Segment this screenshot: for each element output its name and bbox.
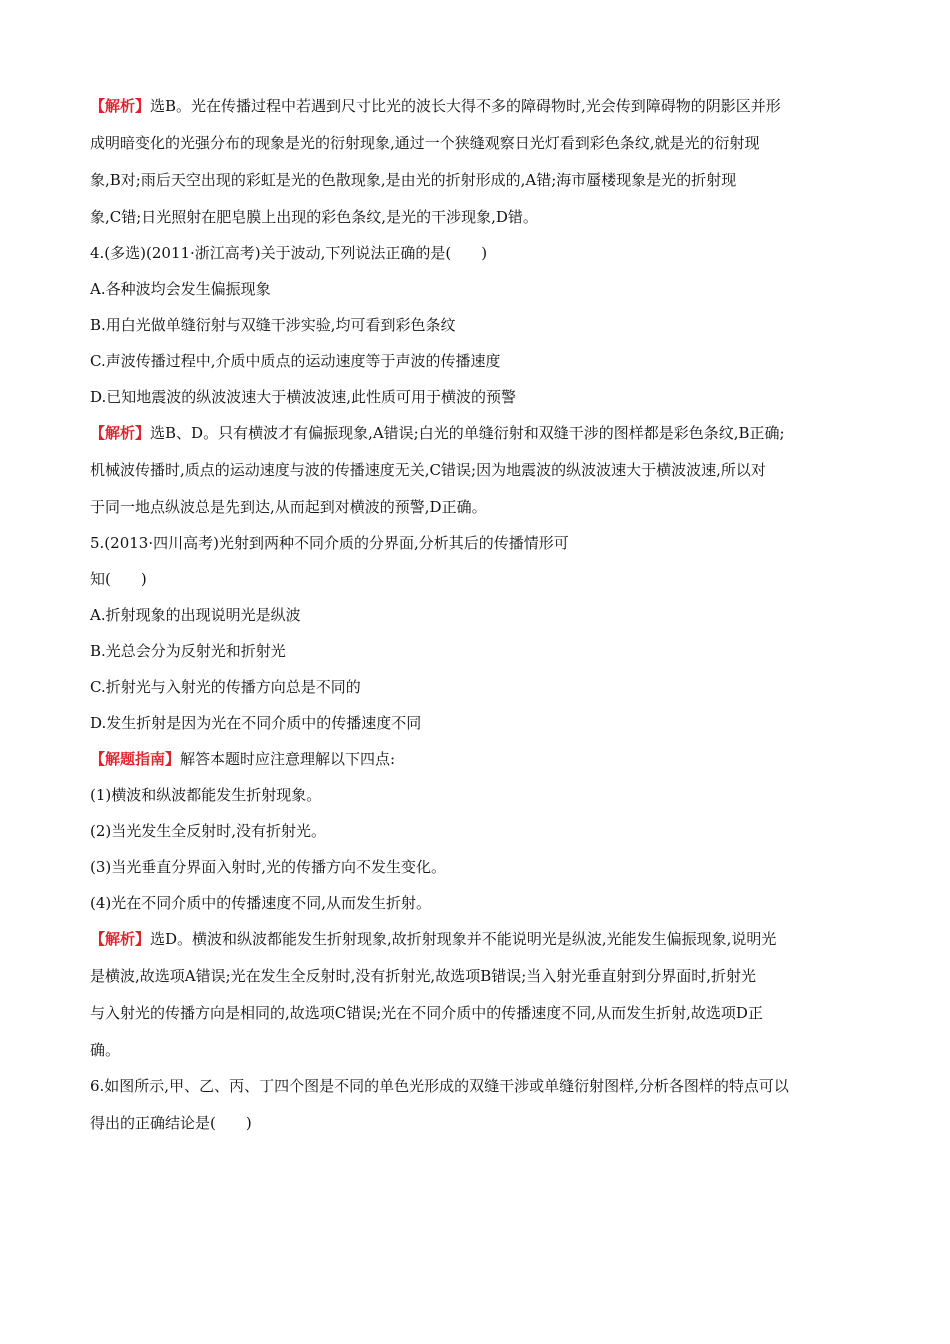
text-line [90,133,870,153]
text-block [90,279,870,299]
text-block [90,749,870,769]
line-text: 与入射光的传播方向是相同的,故选项C错误;光在不同介质中的传播速度不同,从而发生折射,故选项D正 [90,1004,763,1022]
text-line [90,279,870,299]
line-text: (3)当光垂直分界面入射时,光的传播方向不发生变化。 [90,858,447,876]
section-tag: 【解析】 [90,930,151,948]
line-text: 5.(2013·四川高考)光射到两种不同介质的分界面,分析其后的传播情形可 [90,534,569,552]
text-line [90,207,870,227]
line-text: A.折射现象的出现说明光是纵波 [90,606,301,624]
text-line [90,929,870,949]
text-line [90,423,870,443]
text-block [90,243,870,263]
text-block [90,641,870,661]
text-line [90,569,870,589]
line-text: 是横波,故选项A错误;光在发生全反射时,没有折射光,故选项B错误;当入射光垂直射到分界面时,折射光 [90,967,757,985]
section-tag: 【解析】 [90,424,151,442]
text-line [90,893,870,913]
line-text: B.用白光做单缝衍射与双缝干涉实验,均可看到彩色条纹 [90,316,456,334]
text-block [90,929,870,1060]
text-line [90,460,870,480]
line-text: 象,C错;日光照射在肥皂膜上出现的彩色条纹,是光的干涉现象,D错。 [90,208,538,226]
line-text: D.发生折射是因为光在不同介质中的传播速度不同 [90,714,422,732]
text-block [90,677,870,697]
line-text: 于同一地点纵波总是先到达,从而起到对横波的预警,D正确。 [90,498,487,516]
text-line [90,821,870,841]
text-line [90,170,870,190]
line-text: 解答本题时应注意理解以下四点: [180,750,396,768]
text-line [90,749,870,769]
text-line [90,351,870,371]
text-line [90,1076,870,1096]
section-tag: 【解析】 [90,97,151,115]
text-line [90,387,870,407]
text-line [90,641,870,661]
text-line [90,243,870,263]
line-text: D.已知地震波的纵波波速大于横波波速,此性质可用于横波的预警 [90,388,517,406]
line-text: 选B。光在传播过程中若遇到尺寸比光的波长大得不多的障碍物时,光会传到障碍物的阴影区并形 [150,97,781,115]
text-block [90,387,870,407]
line-text: 得出的正确结论是( ) [90,1114,252,1132]
line-text: (1)横波和纵波都能发生折射现象。 [90,786,322,804]
line-text: 确。 [90,1041,121,1059]
line-text: 选B、D。只有横波才有偏振现象,A错误;白光的单缝衍射和双缝干涉的图样都是彩色条纹,B正确; [150,424,785,442]
text-line [90,966,870,986]
text-block [90,423,870,517]
text-block [90,569,870,589]
text-line [90,1113,870,1133]
text-block [90,857,870,877]
line-text: A.各种波均会发生偏振现象 [90,280,271,298]
text-block [90,713,870,733]
text-line [90,785,870,805]
line-text: C.声波传播过程中,介质中质点的运动速度等于声波的传播速度 [90,352,501,370]
text-block [90,1076,870,1133]
text-block [90,821,870,841]
text-block [90,605,870,625]
line-text: 6.如图所示,甲、乙、丙、丁四个图是不同的单色光形成的双缝干涉或单缝衍射图样,分析各图样的特点可以 [90,1077,789,1095]
text-block [90,351,870,371]
text-line [90,1040,870,1060]
line-text: B.光总会分为反射光和折射光 [90,642,286,660]
line-text: 象,B对;雨后天空出现的彩虹是光的色散现象,是由光的折射形成的,A错;海市蜃楼现象是光的折射现 [90,171,737,189]
section-tag: 【解题指南】 [90,750,181,768]
text-block [90,96,870,227]
text-line [90,713,870,733]
line-text: 选D。横波和纵波都能发生折射现象,故折射现象并不能说明光是纵波,光能发生偏振现象,说明光 [150,930,777,948]
line-text: C.折射光与入射光的传播方向总是不同的 [90,678,361,696]
text-block [90,893,870,913]
line-text: 成明暗变化的光强分布的现象是光的衍射现象,通过一个狭缝观察日光灯看到彩色条纹,就是光的衍射现 [90,134,760,152]
text-line [90,1003,870,1023]
text-block [90,315,870,335]
text-block [90,533,870,553]
text-line [90,533,870,553]
text-line [90,677,870,697]
text-line [90,96,870,116]
line-text: (4)光在不同介质中的传播速度不同,从而发生折射。 [90,894,432,912]
line-text: 机械波传播时,质点的运动速度与波的传播速度无关,C错误;因为地震波的纵波波速大于横波波速,所以对 [90,461,766,479]
text-line [90,315,870,335]
line-text: (2)当光发生全反射时,没有折射光。 [90,822,327,840]
line-text: 4.(多选)(2011·浙江高考)关于波动,下列说法正确的是( ) [90,244,488,262]
text-block [90,785,870,805]
line-text: 知( ) [90,570,147,588]
text-line [90,497,870,517]
text-line [90,605,870,625]
document-page [90,96,870,1149]
text-line [90,857,870,877]
